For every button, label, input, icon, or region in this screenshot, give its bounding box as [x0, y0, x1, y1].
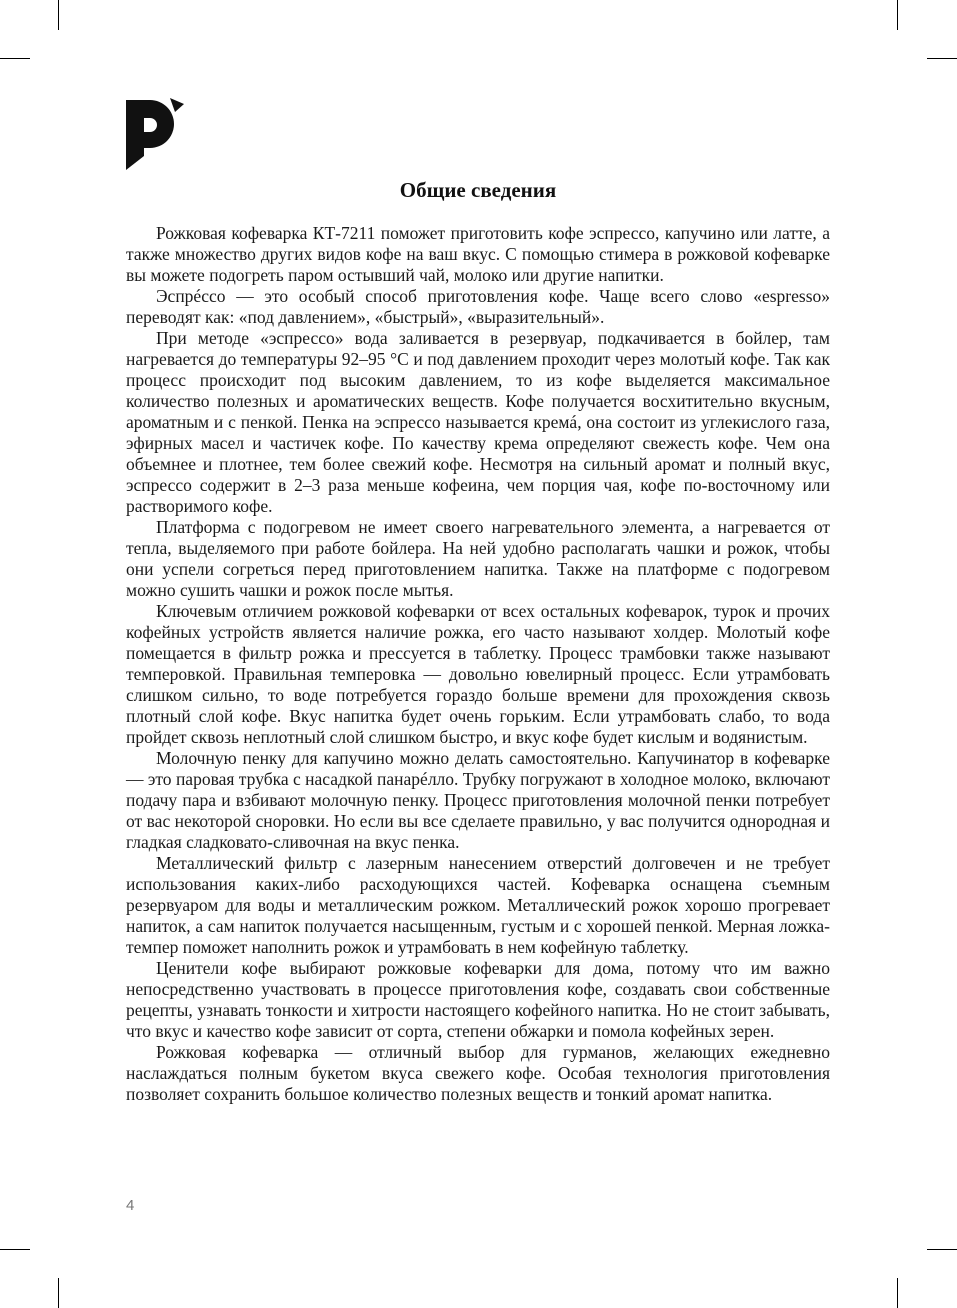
crop-mark-top-right-vertical	[897, 0, 898, 30]
crop-mark-bottom-right-vertical	[897, 1278, 898, 1308]
paragraph: Рожковая кофеварка КТ-7211 поможет приготовить кофе эспрессо, капучино или латте, а также множество других видов кофе на ваш вкус. С помощью стимера в рожковой кофеварке вы можете подогреть паром остывший чай, молоко или другие напитки.	[126, 223, 830, 285]
paragraph: Ключевым отличием рожковой кофеварки от всех остальных кофеварок, турок и прочих кофейных устройств является наличие рожка, его часто называют холдер. Молотый кофе помещается в фильтр рожка и прессуется в таблетку. Процесс трамбовки также называют темперовкой. Правильная темперовка — довольно ювелирный процесс. Если утрамбовать слишком сильно, то воде потребуется гораздо больше времени для прохождения сквозь плотный слой кофе. Вкус напитка будет очень горьким. Если утрамбовать слабо, то вода пройдет сквозь неплотный слой слишком быстро, и вкус кофе будет кислым и водянистым.	[126, 601, 830, 747]
paragraph: Металлический фильтр с лазерным нанесением отверстий долговечен и не требует использования каких-либо расходующихся частей. Кофеварка оснащена съемным резервуаром для воды и металлическим рожком. Металлический рожок хорошо прогревает напиток, а сам напиток получается насыщенным, густым и с хорошей пенкой. Мерная ложка-темпер поможет наполнить рожок и утрамбовать в нем кофейную таблетку.	[126, 853, 830, 957]
crop-mark-bottom-right-horizontal	[927, 1249, 957, 1250]
crop-mark-bottom-left-horizontal	[0, 1249, 30, 1250]
brand-logo-icon	[124, 96, 186, 172]
paragraph: Эспрéссо — это особый способ приготовления кофе. Чаще всего слово «espresso» переводят как: «под давлением», «быстрый», «выразительный».	[126, 286, 830, 327]
page-title: Общие сведения	[399, 178, 557, 202]
crop-mark-bottom-left-vertical	[58, 1278, 59, 1308]
crop-mark-top-left-horizontal	[0, 58, 30, 59]
paragraph: При методе «эспрессо» вода заливается в резервуар, подкачивается в бойлер, там нагревается до температуры 92–95 °С и под давлением проходит через молотый кофе. Так как процесс происходит под высоким давлением, то из кофе выделяется максимальное количество полезных и ароматических веществ. Кофе получается восхитительно вкусным, ароматным и с пенкой. Пенка на эспрессо называется кремá, она состоит из углекислого газа, эфирных масел и частичек кофе. По качеству крема определяют свежесть кофе. Чем она объемнее и плотнее, тем более свежий кофе. Несмотря на сильный аромат и полный вкус, эспрессо содержит в 2–3 раза меньше кофеина, чем порция чая, кофе по-восточному или растворимого кофе.	[126, 328, 830, 516]
paragraph: Платформа с подогревом не имеет своего нагревательного элемента, а нагревается от тепла, выделяемого при работе бойлера. На ней удобно располагать чашки и рожок, чтобы они успели согреться перед приготовлением напитка. Также на платформе с подогревом можно сушить чашки и рожок после мытья.	[126, 517, 830, 600]
paragraph: Молочную пенку для капучино можно делать самостоятельно. Капучинатор в кофеварке — это паровая трубка с насадкой панарéлло. Трубку погружают в холодное молоко, включают подачу пара и взбивают молочную пенку. Процесс приготовления молочной пенки потребует от вас некоторой сноровки. Но если вы все сделаете правильно, у вас получится однородная и гладкая сладковато-сливочная на вкус пенка.	[126, 748, 830, 852]
paragraph: Ценители кофе выбирают рожковые кофеварки для дома, потому что им важно непосредственно участвовать в процессе приготовления кофе, создавать свои собственные рецепты, узнавать тонкости и хитрости настоящего кофейного напитка. Но не стоит забывать, что вкус и качество кофе зависит от сорта, степени обжарки и помола кофейных зерен.	[126, 958, 830, 1041]
crop-mark-top-left-vertical	[58, 0, 59, 30]
paragraph: Рожковая кофеварка — отличный выбор для гурманов, желающих ежедневно наслаждаться полным букетом вкуса свежего кофе. Особая технология приготовления позволяет сохранить большое количество полезных веществ и тонкий аромат напитка.	[126, 1042, 830, 1104]
crop-mark-top-right-horizontal	[927, 58, 957, 59]
page-number: 4	[126, 1197, 135, 1214]
document-body	[126, 223, 830, 1105]
